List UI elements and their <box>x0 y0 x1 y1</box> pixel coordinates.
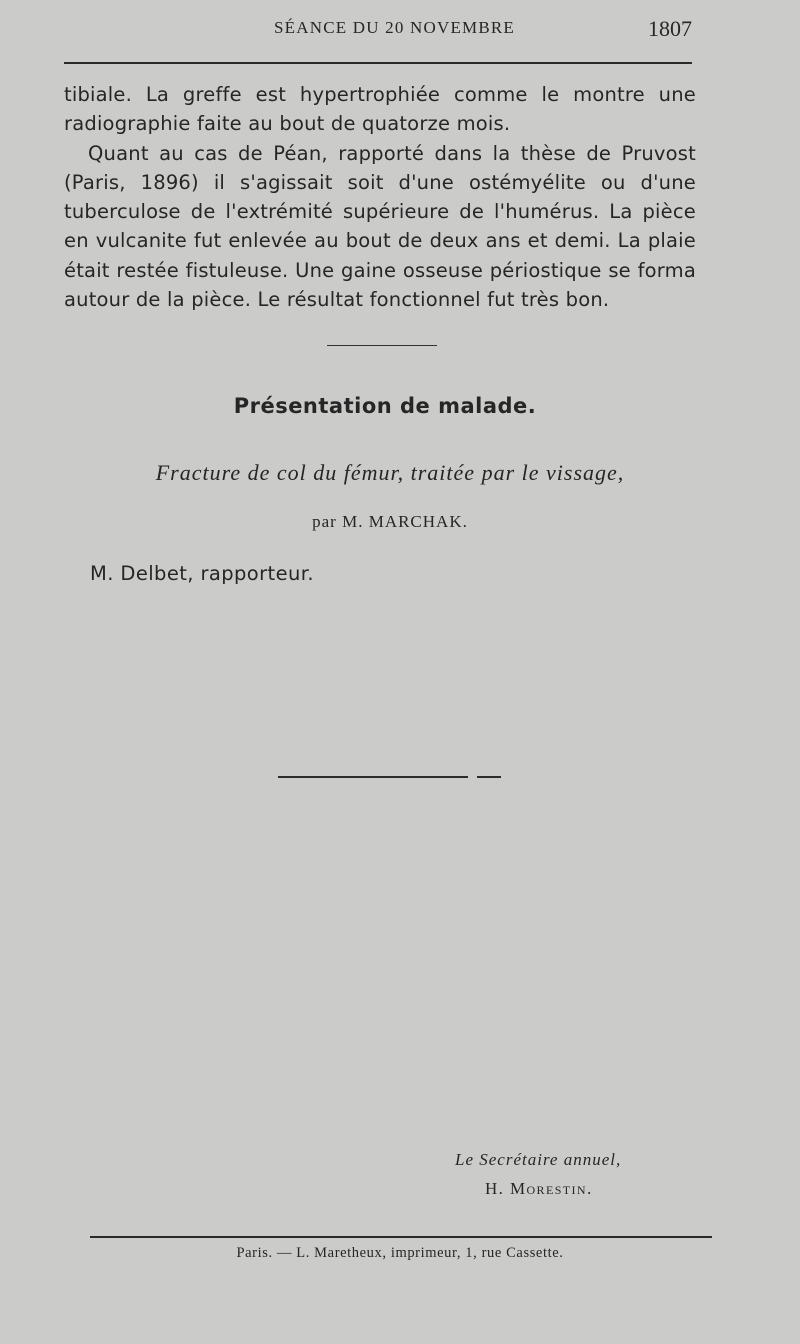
signature-block <box>455 1150 715 1199</box>
header-rule <box>64 62 692 64</box>
printer-imprint: Paris. — L. Maretheux, imprimeur, 1, rue Cassette. <box>236 1245 564 1261</box>
paragraph: tibiale. La greffe est hypertrophiée comme le montre une radiographie faite au bout de quatorze mois. <box>64 83 696 136</box>
footer-rule <box>90 1236 712 1238</box>
running-head <box>64 18 692 46</box>
running-title: SÉANCE DU 20 NOVEMBRE <box>274 18 516 37</box>
end-rule <box>278 776 468 778</box>
signature-name: H. Morestin. <box>485 1179 593 1198</box>
section-title: Présentation de malade. <box>233 394 537 418</box>
paragraph: Quant au cas de Péan, rapporté dans la thèse de Pruvost (Paris, 1896) il s'agissait soit d'une ostémyélite ou d'une tuberculose de l'extrémité supérieure de l'humérus. La pièce en vulcanite fut enlevée au bout de deux ans et demi. La plaie était restée fistuleuse. Une gaine osseuse périostique se forma autour de la pièce. Le résultat fonctionnel fut très bon. <box>64 141 696 312</box>
signature-title: Le Secrétaire annuel, <box>455 1150 622 1169</box>
body-text <box>64 80 696 314</box>
end-rule-short <box>477 776 501 778</box>
author-line: par M. MARCHAK. <box>312 512 468 531</box>
article-title: Fracture de col du fémur, traitée par le vissage, <box>155 460 625 485</box>
section-divider <box>327 345 437 346</box>
reporter-line: M. Delbet, rapporteur. <box>90 562 314 585</box>
page-number: 1807 <box>648 16 692 41</box>
